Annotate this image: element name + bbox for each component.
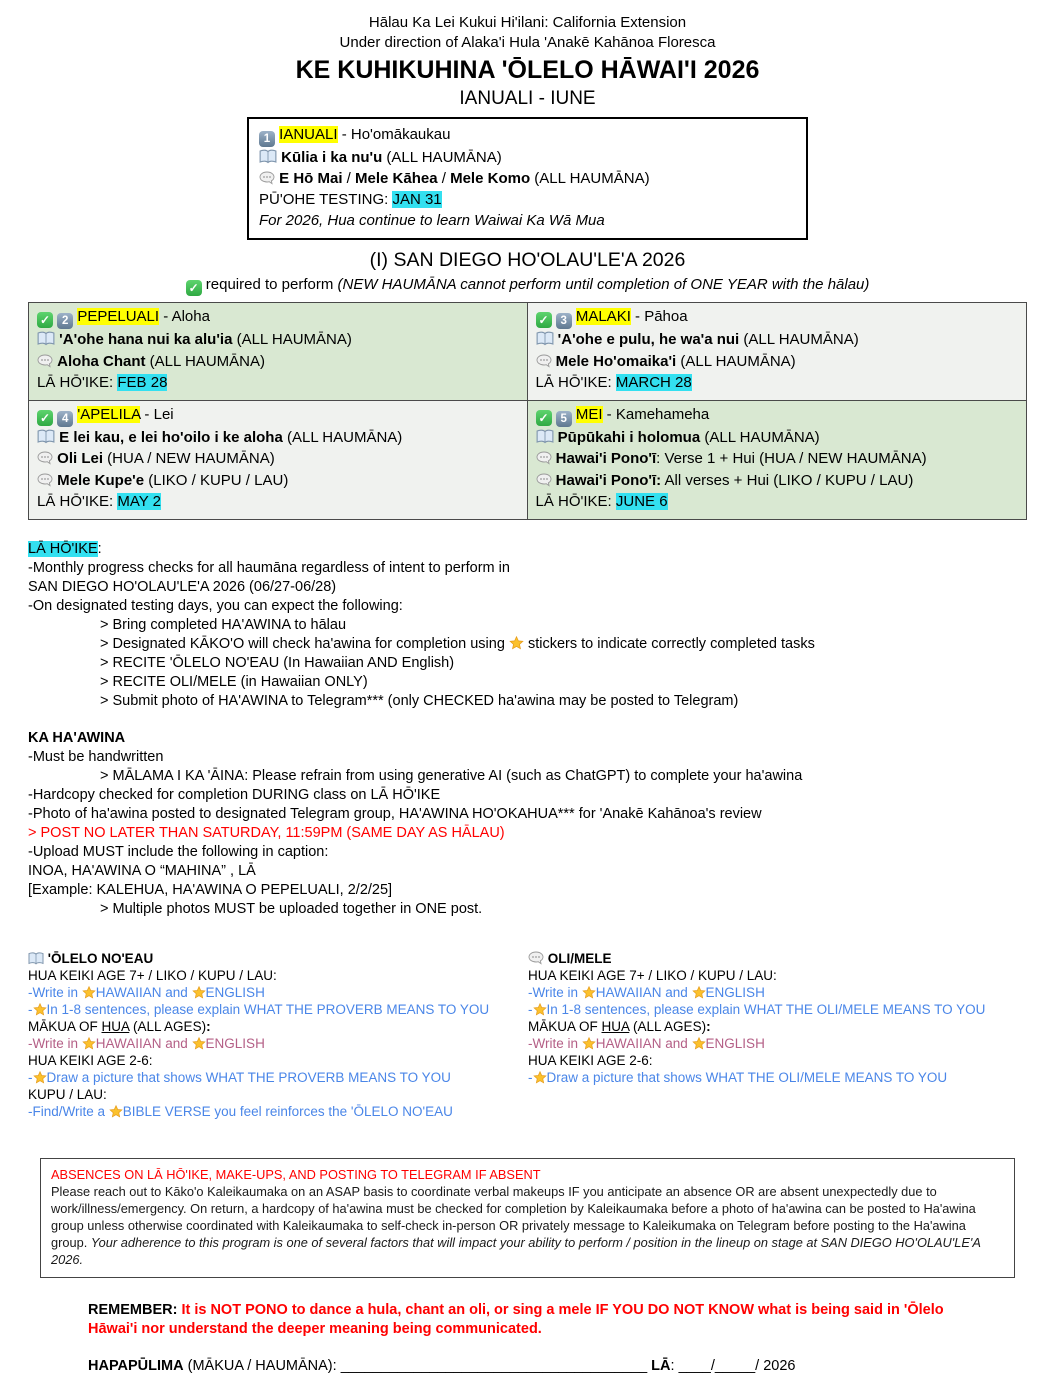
text-line: MĀKUA OF HUA (ALL AGES): [528,1018,711,1034]
text-line: 'A'ohe hana nui ka alu'ia (ALL HAUMĀNA) [37,329,519,351]
text-line: -Write in HAWAIIAN and ENGLISH [528,1035,765,1051]
absence-notice-box [40,1158,1015,1278]
text-line: - In 1-8 sentences, please explain WHAT THE OLI/MELE MEANS TO YOU [528,1001,986,1017]
book-icon [37,331,55,346]
text-line: ✓ 4 'APELILA - Lei [37,404,519,427]
text-line: > MĀLAMA I KA 'ĀINA: Please refrain from using generative AI (such as ChatGPT) to complete your ha'awina [100,767,803,784]
text-line: PŪ'OHE TESTING: JAN 31 [259,191,442,208]
text-line: [Example: KALEHUA, HA'AWINA O PEPELUALI, 2/2/25] [28,881,393,898]
speech-icon [37,472,53,486]
text-line: -Hardcopy checked for completion DURING class on LĀ HŌ'IKE [28,786,441,803]
text-line: -Must be handwritten [28,748,164,765]
text-line: ABSENCES ON LĀ HŌ'IKE, MAKE-UPS, AND POSTING TO TELEGRAM IF ABSENT [51,1166,541,1182]
speech-icon [536,353,552,367]
text-line: - Draw a picture that shows WHAT THE OLI/MELE MEANS TO YOU [528,1069,948,1085]
keycap-2-icon: 2 [57,313,73,329]
text-line: - In 1-8 sentences, please explain WHAT THE PROVERB MEANS TO YOU [28,1001,490,1017]
text-line: Hawai'i Pono'ī: Verse 1 + Hui (HUA / NEW HAUMĀNA) [536,448,1019,470]
month-cell-mei [528,401,1027,519]
book-icon [536,429,554,444]
signature-line [88,1357,1055,1376]
speech-icon [259,170,275,184]
text-line: E lei kau, e lei ho'oilo i ke aloha (ALL HAUMĀNA) [37,427,519,449]
direction-line: Under direction of Alaka'i Hula 'Anakē Kahānoa Floresca [339,34,716,51]
keycap-1-icon: 1 [259,131,275,147]
text-line: LĀ HŌ'IKE: MARCH 28 [535,374,692,391]
text-line: -Photo of ha'awina posted to designated Telegram group, HA'AWINA HO'OKAHUA*** for 'Anakē Kahānoa's review [28,805,762,822]
text-line: Kūlia i ka nu'u (ALL HAUMĀNA) [259,147,796,168]
star-icon [692,986,706,999]
text-line: ✓ required to perform (NEW HAUMĀNA cannot perform until completion of ONE YEAR with the hālau) [0,275,1055,296]
homework-columns [28,950,1055,1120]
text-line: > Submit photo of HA'AWINA to Telegram*** (only CHECKED ha'awina may be posted to Telegram) [100,692,739,709]
ka-haawina-section [28,729,1031,919]
text-line: KA HA'AWINA [28,729,126,746]
text-line: > Designated KĀKO'O will check ha'awina for completion using stickers to indicate correctly completed tasks [100,635,815,652]
month-cell-malaki [528,303,1027,401]
text-line: 'A'ohe e pulu, he wa'a nui (ALL HAUMĀNA) [536,329,1019,351]
speech-icon [37,450,53,464]
ianuali-month-box [247,117,808,240]
text-line: Mele Kupe'e (LIKO / KUPU / LAU) [37,470,519,492]
text-line: LĀ HŌ'IKE: FEB 28 [37,374,168,391]
text-line: Oli Lei (HUA / NEW HAUMĀNA) [37,448,519,470]
star-icon [192,986,206,999]
speech-icon [37,353,53,367]
book-icon [37,429,55,444]
check-icon: ✓ [536,410,552,426]
page-subtitle: IANUALI - IUNE [459,88,596,109]
month-grid [28,302,1027,520]
remember-note [88,1301,995,1340]
event-title: (I) SAN DIEGO HO'OLAU'LE'A 2026 [369,249,686,271]
star-icon [192,1037,206,1050]
text-line: HUA KEIKI AGE 7+ / LIKO / KUPU / LAU: [528,967,777,983]
oli-mele-column [528,950,1028,1120]
text-line: For 2026, Hua continue to learn Waiwai Ka Wā Mua [259,212,605,229]
document-header [0,0,1055,111]
speech-icon [528,951,544,965]
text-line: SAN DIEGO HO'OLAU'LE'A 2026 (06/27-06/28) [28,578,337,595]
text-line: ✓ 2 PEPELUALI - Aloha [37,306,519,329]
event-requirement-note [0,275,1055,296]
text-line: E Hō Mai / Mele Kāhea / Mele Komo (ALL HAUMĀNA) [259,168,796,189]
keycap-4-icon: 4 [57,411,73,427]
page-title: KE KUHIKUHINA 'ŌLELO HĀWAI'I 2026 [295,56,760,84]
org-name: Hālau Ka Lei Kukui Hi'ilani: California Extension [368,14,687,31]
text-line: > RECITE OLI/MELE (in Hawaiian ONLY) [100,673,368,690]
text-line: REMEMBER: It is NOT PONO to dance a hula, chant an oli, or sing a mele IF YOU DO NOT KNOW what is being said in 'Ōlelo Hāwai'i nor understand the deeper meaning being communicated. [88,1301,948,1337]
text-line: INOA, HA'AWINA O “MAHINA” , LĀ [28,862,256,879]
check-icon: ✓ [37,410,53,426]
text-line: HUA KEIKI AGE 7+ / LIKO / KUPU / LAU: [28,967,277,983]
speech-icon [536,450,552,464]
text-line: MĀKUA OF HUA (ALL AGES): [28,1018,211,1034]
text-line: > Bring completed HA'AWINA to hālau [100,616,347,633]
text-line: -Write in HAWAIIAN and ENGLISH [28,984,265,1000]
text-line: > POST NO LATER THAN SATURDAY, 11:59PM (SAME DAY AS HĀLAU) [28,824,505,841]
star-icon [33,1071,47,1084]
text-line: > Multiple photos MUST be uploaded together in ONE post. [100,900,483,917]
olelo-noeau-column [28,950,528,1120]
text-line: Please reach out to Kāko'o Kaleikaumaka on an ASAP basis to coordinate verbal makeups IF you anticipate an absence OR are absent unexpectedly due to work/illness/emergency. On return, a hardcopy of ha'awina must be checked for completion by Kaleikaumaka before a photo of ha'awina can be posted to Ha'awina group unless otherwise coordinated with Kaleikaumaka to self-check in-person OR privately message to Kaleikumaka on Telegram before posting to the Ha'awina group. Your adherence to this program is one of several factors that will impact your ability to perform / position in the lineup on stage at SAN DIEGO HO'OLAU'LE'A 2026. [51,1183,984,1267]
text-line: HUA KEIKI AGE 2-6: [528,1052,653,1068]
text-line: Mele Ho'omaika'i (ALL HAUMĀNA) [536,351,1019,373]
text-line: -Upload MUST include the following in caption: [28,843,329,860]
book-icon [536,331,554,346]
check-icon: ✓ [37,312,53,328]
text-line: Pūpūkahi i holomua (ALL HAUMĀNA) [536,427,1019,449]
star-icon [109,1105,123,1118]
text-line: -On designated testing days, you can expect the following: [28,597,403,614]
book-icon [28,952,44,965]
star-icon [533,1003,547,1016]
text-line: LĀ HŌ'IKE: [28,540,102,557]
text-line: LĀ HŌ'IKE: JUNE 6 [535,493,668,510]
keycap-5-icon: 5 [556,411,572,427]
text-line: Hawai'i Pono'ī: All verses + Hui (LIKO / KUPU / LAU) [536,470,1019,492]
text-line: > RECITE 'ŌLELO NO'EAU (In Hawaiian AND English) [100,654,455,671]
check-icon: ✓ [536,312,552,328]
text-line: -Write in HAWAIIAN and ENGLISH [28,1035,265,1051]
book-icon [259,149,277,164]
star-icon [582,1037,596,1050]
text-line: HAPAPŪLIMA (MĀKUA / HAUMĀNA): ______________________________________ LĀ: ____/_____/ 2026 [88,1357,796,1374]
text-line: ✓ 3 MALAKI - Pāhoa [536,306,1019,329]
star-icon [692,1037,706,1050]
text-line: 'ŌLELO NO'EAU [28,950,528,967]
check-icon: ✓ [186,280,202,296]
speech-icon [536,472,552,486]
keycap-3-icon: 3 [556,313,572,329]
text-line: LĀ HŌ'IKE: MAY 2 [37,493,162,510]
star-icon [82,1037,96,1050]
month-cell-apelila [29,401,528,519]
text-line: -Write in HAWAIIAN and ENGLISH [528,984,765,1000]
text-line: -Monthly progress checks for all haumāna regardless of intent to perform in [28,559,510,576]
text-line: HUA KEIKI AGE 2-6: [28,1052,153,1068]
star-icon [533,1071,547,1084]
text-line: Aloha Chant (ALL HAUMĀNA) [37,351,519,373]
month-cell-pepeluali [29,303,528,401]
text-line: - Draw a picture that shows WHAT THE PROVERB MEANS TO YOU [28,1069,451,1085]
star-icon [582,986,596,999]
star-icon [82,986,96,999]
star-icon [33,1003,47,1016]
text-line: KUPU / LAU: [28,1086,107,1102]
text-line: OLI/MELE [528,950,1028,967]
la-hoike-section [28,540,1031,711]
text-line: -Find/Write a BIBLE VERSE you feel reinforces the 'ŌLELO NO'EAU [28,1103,453,1119]
star-icon [509,636,524,650]
text-line: 1 IANUALI - Ho'omākaukau [259,124,796,147]
text-line: ✓ 5 MEI - Kamehameha [536,404,1019,427]
